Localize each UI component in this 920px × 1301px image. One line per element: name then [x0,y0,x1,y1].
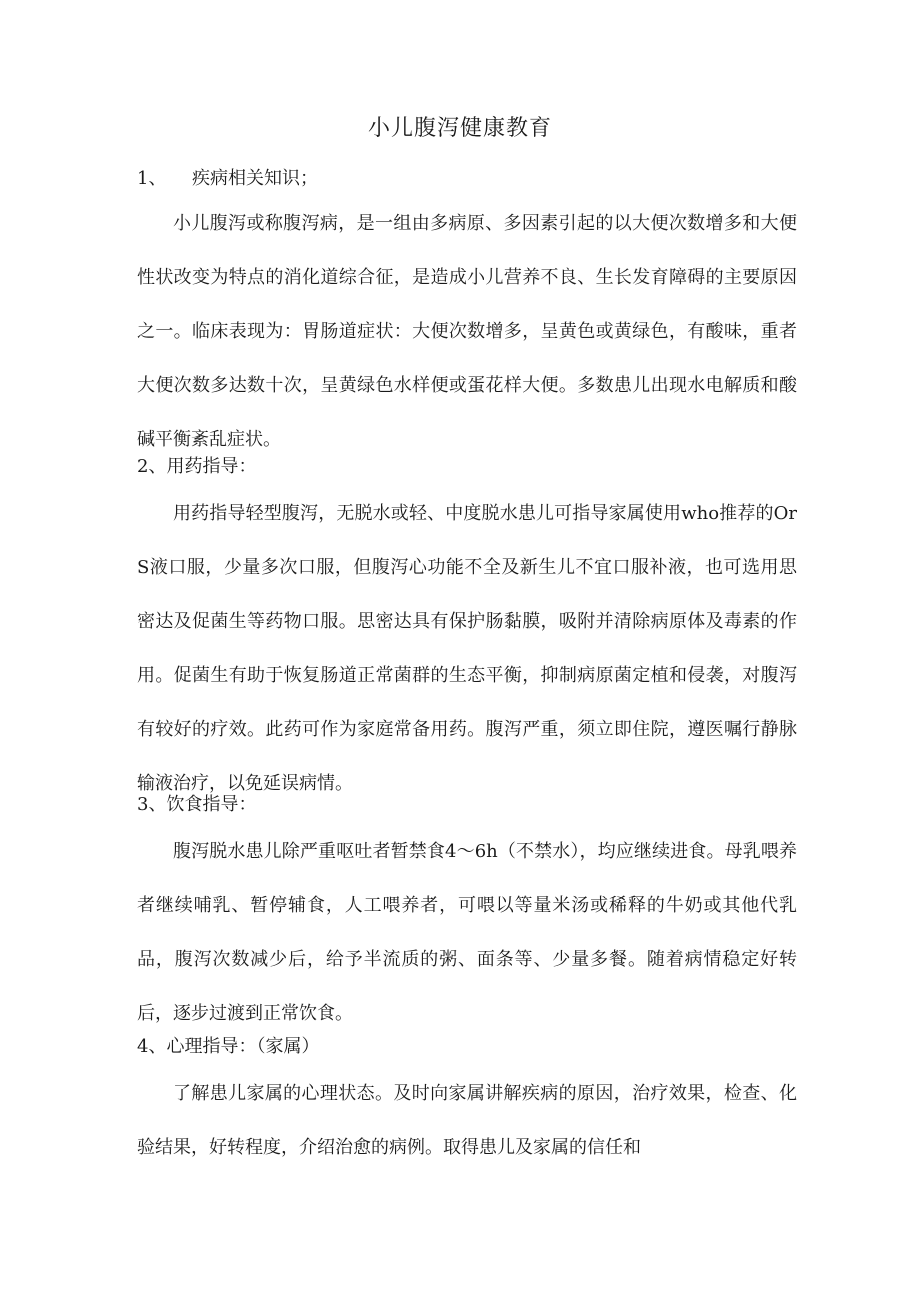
section-3-title: 饮食指导： [166,794,257,815]
section-1-body: 小儿腹泻或称腹泻病，是一组由多病原、多因素引起的以大便次数增多和大便性状改变为特点的消化道综合征，是造成小儿营养不良、生长发育障碍的主要原因之一。临床表现为：胃肠道症状：大便次数增多，呈黄色或黄绿色，有酸味，重者大便次数多达数十次，呈黄绿色水样便或蛋花样大便。多数患儿出现水电解质和酸碱平衡紊乱症状。 [137,213,797,450]
section-1-number: 1、 [137,168,167,189]
section-3-number: 3、 [137,794,167,815]
section-4-body: 了解患儿家属的心理状态。及时向家属讲解疾病的原因，治疗效果，检查、化验结果，好转程度，介绍治愈的病例。取得患儿及家属的信任和 [137,1083,797,1158]
section-2-body: 用药指导轻型腹泻，无脱水或轻、中度脱水患儿可指导家属使用who推荐的OrS液口服，少量多次口服，但腹泻心功能不全及新生儿不宜口服补液，也可选用思密达及促菌生等药物口服。思密达具有保护肠黏膜，吸附并清除病原体及毒素的作用。促菌生有助于恢复肠道正常菌群的生态平衡，抑制病原菌定植和侵袭，对腹泻有较好的疗效。此药可作为家庭常备用药。腹泻严重，须立即住院，遵医嘱行静脉输液治疗，以免延误病情。 [137,503,797,794]
section-2-number: 2、 [137,456,167,477]
section-2-heading [137,452,256,482]
section-4-heading [137,1032,319,1062]
section-3-heading [137,790,256,820]
section-4-title: 心理指导：（家属） [166,1036,320,1057]
section-1-heading [137,164,318,194]
document-title: 小儿腹泻健康教育 [367,116,552,141]
section-4-number: 4、 [137,1036,167,1057]
section-2-title: 用药指导： [166,456,257,477]
section-1-title: 疾病相关知识； [192,168,318,189]
section-3-body: 腹泻脱水患儿除严重呕吐者暂禁食4～6h（不禁水），均应继续进食。母乳喂养者继续哺乳、暂停辅食，人工喂养者，可喂以等量米汤或稀释的牛奶或其他代乳品，腹泻次数减少后，给予半流质的粥、面条等、少量多餐。随着病情稳定好转后，逐步过渡到正常饮食。 [137,841,797,1024]
